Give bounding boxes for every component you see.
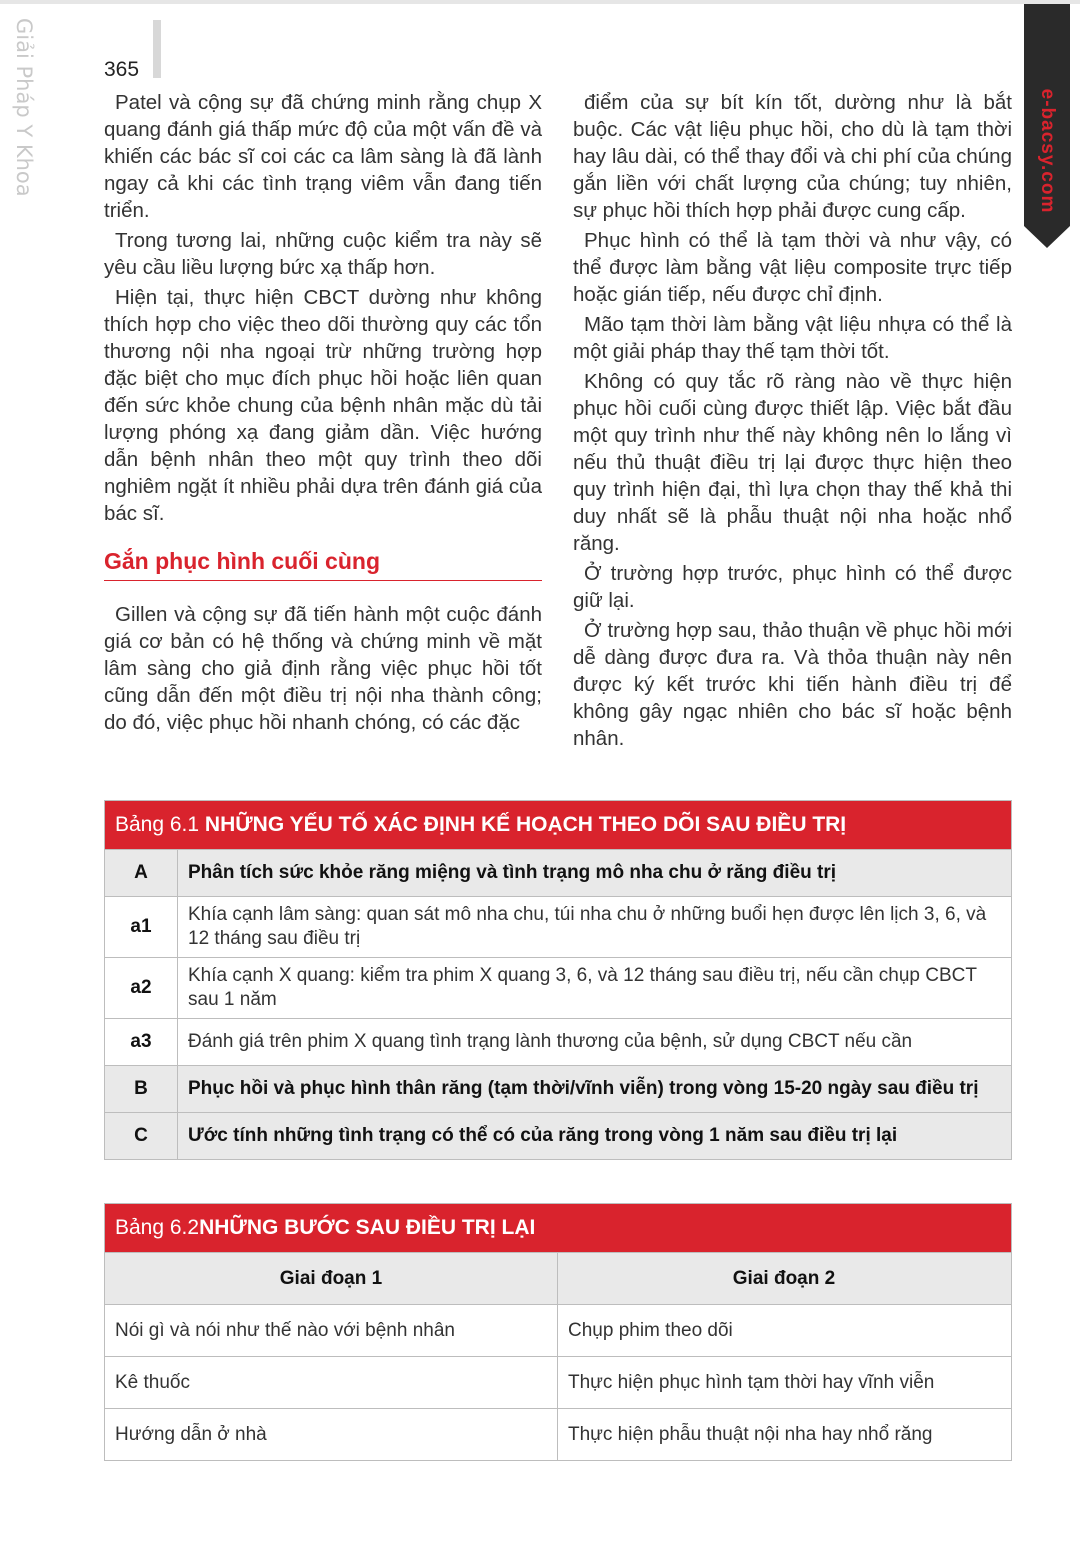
table-row <box>105 896 1011 957</box>
row-text: Phục hồi và phục hình thân răng (tạm thời/vĩnh viễn) trong vòng 15-20 ngày sau điều trị <box>188 1078 979 1099</box>
table-title <box>105 1204 1011 1252</box>
table-cell: Thực hiện phục hình tạm thời hay vĩnh viễn <box>557 1357 1010 1408</box>
paragraph: Phục hình có thể là tạm thời và như vậy, có thể được làm bằng vật liệu composite trực tiếp hoặc gián tiếp, nếu được chỉ định. <box>573 229 1012 306</box>
column-header: Giai đoạn 2 <box>557 1253 1010 1304</box>
paragraph: Mão tạm thời làm bằng vật liệu nhựa có thể là một giải pháp thay thế tạm thời tốt. <box>573 313 1012 363</box>
table-6-1 <box>104 800 1012 1160</box>
row-text: Khía cạnh lâm sàng: quan sát mô nha chu, túi nha chu ở những buổi hẹn được lên lịch 3, 6, và 12 tháng sau điều trị <box>188 904 987 949</box>
top-border <box>0 0 1080 4</box>
brand-label: e-bacsy.com <box>1037 88 1058 214</box>
row-key: C <box>105 1113 178 1159</box>
paragraph: Ở trường hợp sau, thảo thuận về phục hồi mới dễ dàng được đưa ra. Và thỏa thuận này nên được ký kết trước khi tiến hành điều trị để không gây ngạc nhiên cho bác sĩ hoặc bệnh nhân. <box>573 619 1012 750</box>
row-text: Ước tính những tình trạng có thể có của răng trong vòng 1 năm sau điều trị lại <box>188 1125 898 1146</box>
row-key: a2 <box>105 958 178 1018</box>
table-heading: NHỮNG BƯỚC SAU ĐIỀU TRỊ LẠI <box>199 1216 536 1239</box>
table-title <box>105 801 1011 849</box>
table-label: Bảng 6.1 <box>115 813 205 836</box>
table-row <box>105 1408 1011 1460</box>
paragraph: Patel và cộng sự đã chứng minh rằng chụp X quang đánh giá thấp mức độ của một vấn đề và khiến các bác sĩ coi các ca lâm sàng là đã lành ngay cả khi các tình trạng viêm vẫn đang tiến triển. <box>104 91 542 222</box>
paragraph: điểm của sự bít kín tốt, dường như là bắt buộc. Các vật liệu phục hồi, cho dù là tạm thời hay lâu dài, có thể thay đổi và chi phí của chúng gắn liền với chất lượng của chúng; tuy nhiên, sự phục hồi thích hợp phải được cung cấp. <box>573 91 1012 222</box>
table-row <box>105 1112 1011 1159</box>
side-book-title: Giải Pháp Y Khoa <box>12 18 36 197</box>
table-cell: Nói gì và nói như thế nào với bệnh nhân <box>115 1319 455 1341</box>
table-row <box>105 1065 1011 1112</box>
table-cell: Hướng dẫn ở nhà <box>115 1423 267 1445</box>
column-header: Giai đoạn 1 <box>279 1267 383 1289</box>
table-row <box>105 849 1011 896</box>
page-number: 365 <box>104 58 140 81</box>
table-label: Bảng 6.2 <box>115 1216 200 1239</box>
left-column <box>104 89 542 739</box>
row-text: Khía cạnh X quang: kiểm tra phim X quang 3, 6, và 12 tháng sau điều trị, nếu cần chụp CBCT sau 1 năm <box>188 965 977 1010</box>
table-row <box>105 1304 1011 1356</box>
paragraph: Ở trường hợp trước, phục hình có thể được giữ lại. <box>573 562 1012 612</box>
table-cell: Kê thuốc <box>115 1371 190 1393</box>
table-heading: NHỮNG YẾU TỐ XÁC ĐỊNH KẾ HOẠCH THEO DÕI SAU ĐIỀU TRỊ <box>204 813 847 836</box>
row-key: B <box>105 1066 178 1112</box>
table-6-2 <box>104 1203 1012 1461</box>
right-column <box>573 89 1012 755</box>
table-cell: Thực hiện phẫu thuật nội nha hay nhổ răng <box>557 1409 1010 1460</box>
paragraph: Không có quy tắc rõ ràng nào về thực hiện phục hồi cuối cùng được thiết lập. Việc bắt đầu một quy trình như thế này không nên lo lắng vì nếu thủ thuật điều trị lại được thực hiện theo quy trình hiện đại, thì lựa chọn thay thế khả thi duy nhất sẽ là phẫu thuật nội nha hoặc nhổ răng. <box>573 370 1012 555</box>
table-row <box>105 957 1011 1018</box>
row-text: Phân tích sức khỏe răng miệng và tình trạng mô nha chu ở răng điều trị <box>188 862 837 883</box>
row-text: Đánh giá trên phim X quang tình trạng lành thương của bệnh, sử dụng CBCT nếu cần <box>188 1031 913 1052</box>
paragraph: Trong tương lai, những cuộc kiểm tra này sẽ yêu cầu liều lượng bức xạ thấp hơn. <box>104 229 542 279</box>
row-key: a3 <box>105 1019 178 1065</box>
table-cell: Chụp phim theo dõi <box>557 1305 1010 1356</box>
row-key: a1 <box>105 897 178 957</box>
table-row <box>105 1356 1011 1408</box>
paragraph: Gillen và cộng sự đã tiến hành một cuộc đánh giá cơ bản có hệ thống và chứng minh về mặt lâm sàng cho giả định rằng việc phục hồi tốt cũng dẫn đến một điều trị nội nha thành công; do đó, việc phục hồi nhanh chóng, có các đặc <box>104 603 542 734</box>
row-key: A <box>105 850 178 896</box>
section-heading: Gắn phục hình cuối cùng <box>104 546 542 581</box>
paragraph: Hiện tại, thực hiện CBCT dường như không thích hợp cho việc theo dõi thường quy các tổn thương nội nha ngoại trừ những trường hợp đặc biệt cho mục đích phục hồi hoặc liên quan đến sức khỏe chung của bệnh nhân mặc dù tải lượng phóng xạ đang giảm dần. Việc hướng dẫn bệnh nhân theo một quy trình theo dõi nghiêm ngặt ít nhiều phải dựa trên đánh giá của bác sĩ. <box>104 286 542 525</box>
page-number-bar <box>153 20 161 78</box>
table-row <box>105 1018 1011 1065</box>
table-header-row <box>105 1252 1011 1304</box>
